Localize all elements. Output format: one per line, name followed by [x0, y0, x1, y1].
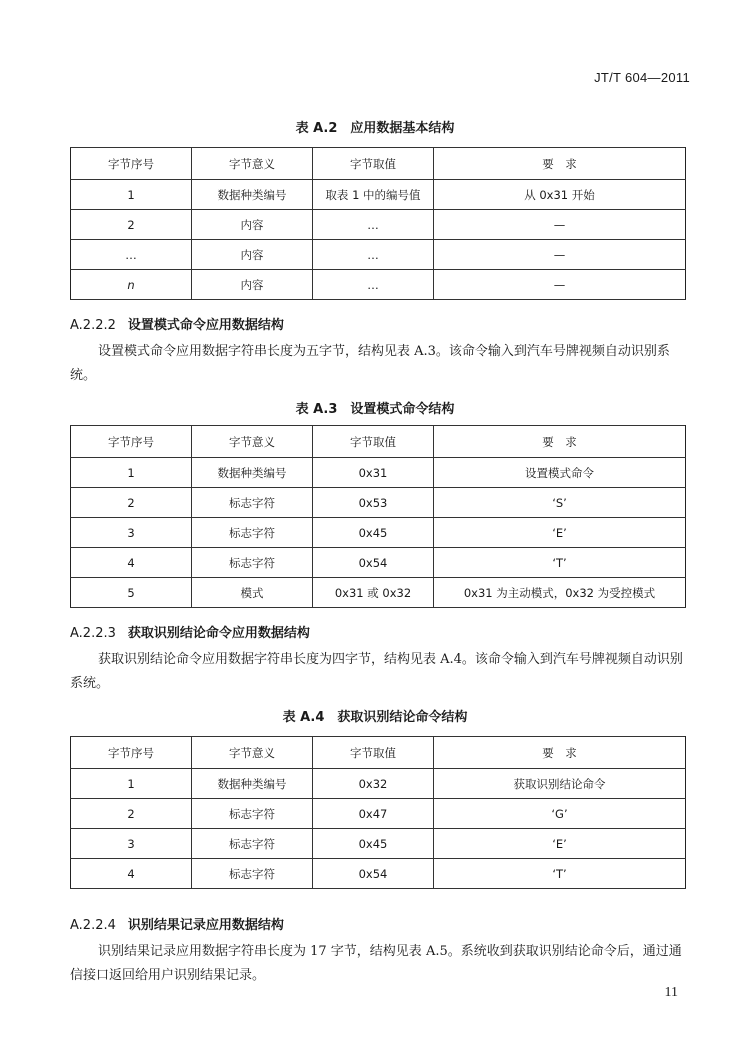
table-cell: …: [313, 270, 434, 300]
table-cell: ‘E’: [434, 829, 686, 859]
table-row: [71, 180, 686, 210]
table-row: [71, 769, 686, 799]
table-cell: ‘T’: [434, 859, 686, 889]
table-row: [71, 799, 686, 829]
table-cell: 从 0x31 开始: [434, 180, 686, 210]
column-header: 字节意义: [192, 737, 313, 769]
table-row: [71, 578, 686, 608]
table-cell: 5: [71, 578, 192, 608]
table-cell: 内容: [192, 240, 313, 270]
table-cell: 数据种类编号: [192, 180, 313, 210]
table-cell: 4: [71, 548, 192, 578]
table-row: [71, 210, 686, 240]
table-cell: 0x31 或 0x32: [313, 578, 434, 608]
table-cell: 1: [71, 180, 192, 210]
section-heading-a2223: [70, 622, 310, 641]
table-row: [71, 458, 686, 488]
table-header-row: [71, 148, 686, 180]
table-cell: 0x54: [313, 548, 434, 578]
table-a2: [70, 147, 686, 300]
table-cell: 0x45: [313, 518, 434, 548]
column-header: 字节意义: [192, 148, 313, 180]
table-cell: 3: [71, 829, 192, 859]
table-cell: 1: [71, 458, 192, 488]
column-header: 字节序号: [71, 737, 192, 769]
table-row: [71, 488, 686, 518]
table-cell: 2: [71, 799, 192, 829]
section-number: A.2.2.2: [70, 318, 116, 333]
table-cell: 标志字符: [192, 799, 313, 829]
table-cell: 设置模式命令: [434, 458, 686, 488]
table-cell: 标志字符: [192, 518, 313, 548]
table-cell: ‘S’: [434, 488, 686, 518]
table-header-row: [71, 426, 686, 458]
table-a4-caption: 表 A.4 获取识别结论命令结构: [282, 710, 468, 725]
table-cell: 0x54: [313, 859, 434, 889]
page-number: 11: [664, 985, 678, 1000]
column-header: 要 求: [434, 737, 686, 769]
table-cell: 获取识别结论命令: [434, 769, 686, 799]
table-cell: 模式: [192, 578, 313, 608]
table-row: [71, 548, 686, 578]
table-cell: —: [434, 270, 686, 300]
table-cell: 0x32: [313, 769, 434, 799]
table-cell: 0x53: [313, 488, 434, 518]
column-header: 要 求: [434, 148, 686, 180]
column-header: 字节取值: [313, 737, 434, 769]
table-cell: 取表 1 中的编号值: [313, 180, 434, 210]
column-header: 要 求: [434, 426, 686, 458]
table-cell: 0x31: [313, 458, 434, 488]
paragraph-a2222: 设置模式命令应用数据字符串长度为五字节，结构见表 A.3。该命令输入到汽车号牌视频自动识别系统。: [70, 344, 670, 383]
table-cell: 2: [71, 210, 192, 240]
section-heading-a2224: [70, 914, 284, 933]
table-cell: ‘E’: [434, 518, 686, 548]
table-cell: 2: [71, 488, 192, 518]
table-cell: ‘G’: [434, 799, 686, 829]
table-cell: 标志字符: [192, 829, 313, 859]
standard-code: JT/T 604—2011: [594, 70, 690, 85]
column-header: 字节取值: [313, 148, 434, 180]
section-number: A.2.2.4: [70, 918, 116, 933]
table-row: [71, 829, 686, 859]
table-cell: …: [71, 240, 192, 270]
section-title: 获取识别结论命令应用数据结构: [127, 626, 310, 641]
column-header: 字节序号: [71, 426, 192, 458]
section-heading-a2222: [70, 314, 284, 333]
paragraph-a2223: 获取识别结论命令应用数据字符串长度为四字节，结构见表 A.4。该命令输入到汽车号牌视频自动识别系统。: [70, 652, 683, 691]
table-cell: 4: [71, 859, 192, 889]
table-cell: 0x45: [313, 829, 434, 859]
table-a4: [70, 736, 686, 889]
table-cell: 数据种类编号: [192, 769, 313, 799]
table-header-row: [71, 737, 686, 769]
table-cell: —: [434, 240, 686, 270]
table-cell: 0x31 为主动模式，0x32 为受控模式: [434, 578, 686, 608]
paragraph-a2224: 识别结果记录应用数据字符串长度为 17 字节，结构见表 A.5。系统收到获取识别结论命令后，通过通信接口返回给用户识别结果记录。: [70, 944, 682, 983]
column-header: 字节序号: [71, 148, 192, 180]
table-cell: 0x47: [313, 799, 434, 829]
table-cell: 标志字符: [192, 488, 313, 518]
table-cell: 内容: [192, 270, 313, 300]
table-cell: ‘T’: [434, 548, 686, 578]
table-cell: 1: [71, 769, 192, 799]
table-row: [71, 270, 686, 300]
column-header: 字节取值: [313, 426, 434, 458]
table-row: [71, 518, 686, 548]
section-title: 设置模式命令应用数据结构: [127, 318, 284, 333]
table-cell: 3: [71, 518, 192, 548]
table-cell: …: [313, 210, 434, 240]
column-header: 字节意义: [192, 426, 313, 458]
table-cell: 内容: [192, 210, 313, 240]
section-title: 识别结果记录应用数据结构: [127, 918, 284, 933]
table-row: [71, 240, 686, 270]
table-a3-caption: 表 A.3 设置模式命令结构: [295, 402, 455, 417]
table-cell: …: [313, 240, 434, 270]
table-row: [71, 859, 686, 889]
section-number: A.2.2.3: [70, 626, 116, 641]
table-cell: 标志字符: [192, 548, 313, 578]
table-cell: —: [434, 210, 686, 240]
table-cell: 标志字符: [192, 859, 313, 889]
table-a3: [70, 425, 686, 608]
table-cell: n: [71, 270, 192, 300]
table-a2-caption: 表 A.2 应用数据基本结构: [295, 121, 455, 136]
table-cell: 数据种类编号: [192, 458, 313, 488]
